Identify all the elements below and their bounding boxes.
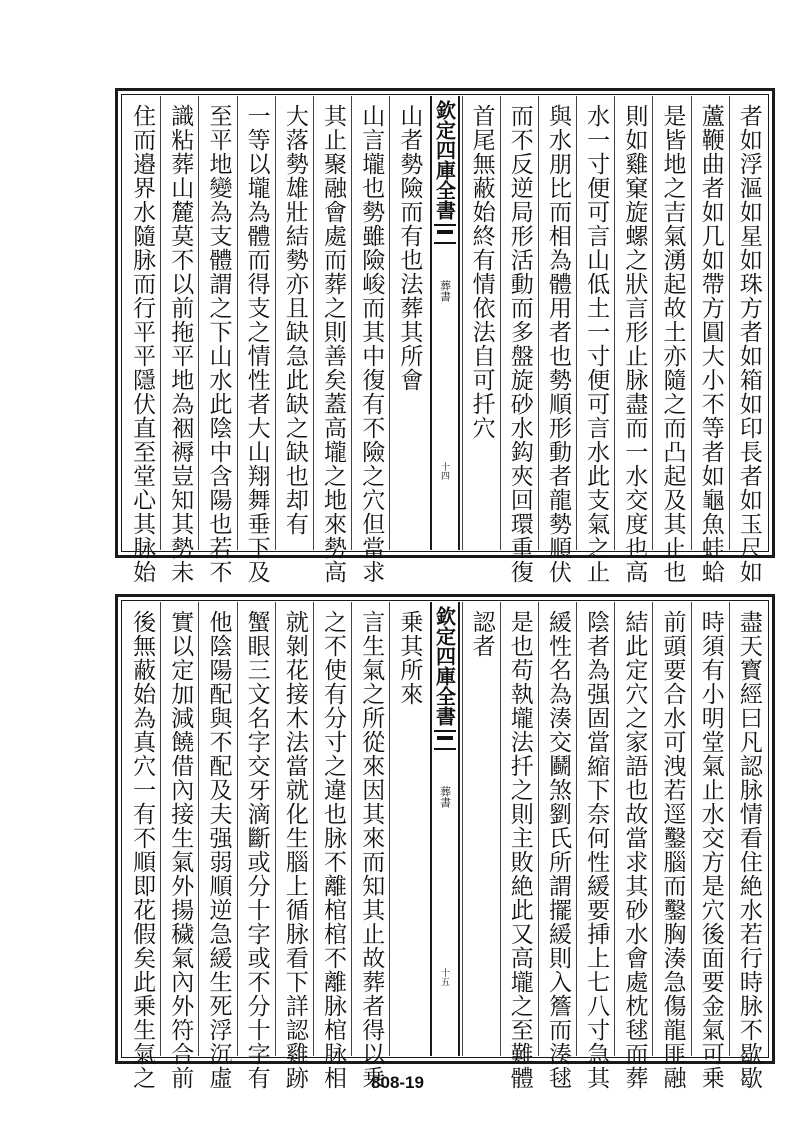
text-column (729, 96, 767, 584)
text-column (614, 602, 652, 1090)
column-text: 盡天寳經曰凡認脉情看住絶水若行時脉不歇歇 (735, 610, 762, 1090)
text-column (652, 602, 690, 1090)
text-column (351, 96, 389, 584)
page-footer-label: 808-19 (371, 1073, 424, 1092)
book-title: 欽定四庫全書 (432, 100, 457, 220)
column-text: 乗其所來 (396, 610, 423, 706)
upper-book-page (115, 88, 775, 584)
volume-label: 葬書 (438, 786, 452, 808)
column-text: 時須有小明堂氣止水交方是穴後面要金氣可乗 (697, 610, 724, 1090)
text-column (123, 602, 160, 1090)
text-column (462, 96, 500, 550)
text-column (500, 602, 538, 1090)
column-text: 蘆鞭曲者如几如帶方圓大小不等者如龜魚蛙蛤 (697, 104, 724, 584)
text-column (538, 602, 576, 1090)
column-text: 認者 (468, 610, 495, 658)
fish-tail-mark-icon (434, 224, 456, 244)
column-text: 緩性名為湊交鬬煞劉氏所謂擺緩則入簷而湊毬 (544, 610, 571, 1090)
column-text: 言生氣之所從來因其來而知其止故葬者得以乗 (358, 610, 385, 1090)
column-text: 則如雞窠旋螺之狀言形止脉盡而一水交度也高 (621, 104, 648, 584)
column-text: 就剝花接木法當就化生腦上循脉看下詳認雞跡 (281, 610, 308, 1090)
column-text: 一等以壠為體而得支之情性者大山翔舞垂下及 (243, 104, 270, 584)
column-text: 首尾無蔽始終有情依法自可扦穴 (468, 104, 495, 440)
text-column (389, 96, 427, 550)
column-text: 至平地變為支體謂之下山水此陰中含陽也若不 (205, 104, 232, 584)
column-text: 陰者為强固當縮下奈何性緩要挿上七八寸急其 (583, 610, 610, 1090)
column-text: 前頭要合水可洩若逕鑿腦而鑿胸湊急傷龍匪融 (659, 610, 686, 1090)
column-text: 而不反逆局形活動而多盤旋砂水鈎夾回環重復 (506, 104, 533, 584)
text-column (691, 96, 729, 584)
page-number: 十四 (439, 462, 449, 480)
text-column (198, 602, 236, 1090)
text-column (237, 602, 275, 1090)
column-text: 結此定穴之家語也故當求其砂水會處枕毬而葬 (621, 610, 648, 1090)
text-column (538, 96, 576, 584)
volume-label: 葬書 (438, 280, 452, 302)
column-text: 山者勢險而有也法葬其所會 (396, 104, 423, 392)
column-text: 山言壠也勢雖險峻而其中復有不險之穴但當求 (358, 104, 385, 584)
column-text: 識粘葬山麓莫不以前拖平地為裀褥豈知其勢未 (167, 104, 194, 584)
text-column (275, 96, 313, 550)
column-text: 是皆地之吉氣湧起故土亦隨之而凸起及其止也 (659, 104, 686, 584)
text-column (576, 602, 614, 1090)
text-column (160, 96, 198, 584)
column-text: 他陰陽配與不配及夫强弱順逆急緩生死浮沉虛 (205, 610, 232, 1090)
column-text: 住而邉界水隨脉而行平平隱伏直至堂心其脉始 (129, 104, 156, 584)
text-column (313, 96, 351, 584)
column-text: 大落勢雄壯結勢亦且缺急此缺之缺也却有 (281, 104, 308, 536)
column-text: 之不使有分寸之違也脉不離棺棺不離脉棺脉相 (320, 610, 347, 1090)
text-column (389, 602, 427, 1056)
book-title: 欽定四庫全書 (432, 606, 457, 726)
text-column (313, 602, 351, 1090)
column-text: 是也苟執壠法扦之則主敗絶此又高壠之至難體 (506, 610, 533, 1090)
text-column (198, 96, 236, 584)
page-center-fold (430, 602, 460, 1056)
text-column (652, 96, 690, 584)
text-column (123, 96, 160, 584)
column-text: 實以定加減饒借內接生氣外揚穢氣內外符合前 (167, 610, 194, 1090)
column-text: 蟹眼三文名字交牙滴斷或分十字或不分十字有 (243, 610, 270, 1090)
column-text: 其止聚融會處而葬之則善矣蓋高壠之地來勢高 (320, 104, 347, 584)
text-column (500, 96, 538, 584)
text-column (160, 602, 198, 1090)
text-column (729, 602, 767, 1090)
column-text: 後無蔽始為真穴一有不順即花假矣此乗生氣之 (129, 610, 156, 1090)
fish-tail-mark-icon (434, 730, 456, 750)
page-number: 十五 (439, 968, 449, 986)
text-column (614, 96, 652, 584)
text-column (351, 602, 389, 1090)
page-center-fold (430, 96, 460, 550)
text-column (275, 602, 313, 1090)
text-column (237, 96, 275, 584)
column-text: 者如浮漚如星如珠方者如箱如印長者如玉尺如 (735, 104, 762, 584)
text-column (462, 602, 500, 1056)
column-text: 與水朋比而相為體用者也勢順形動者龍勢順伏 (544, 104, 571, 584)
text-column (576, 96, 614, 584)
column-text: 水一寸便可言山低土一寸便可言水此支氣之止 (583, 104, 610, 584)
text-column (691, 602, 729, 1090)
